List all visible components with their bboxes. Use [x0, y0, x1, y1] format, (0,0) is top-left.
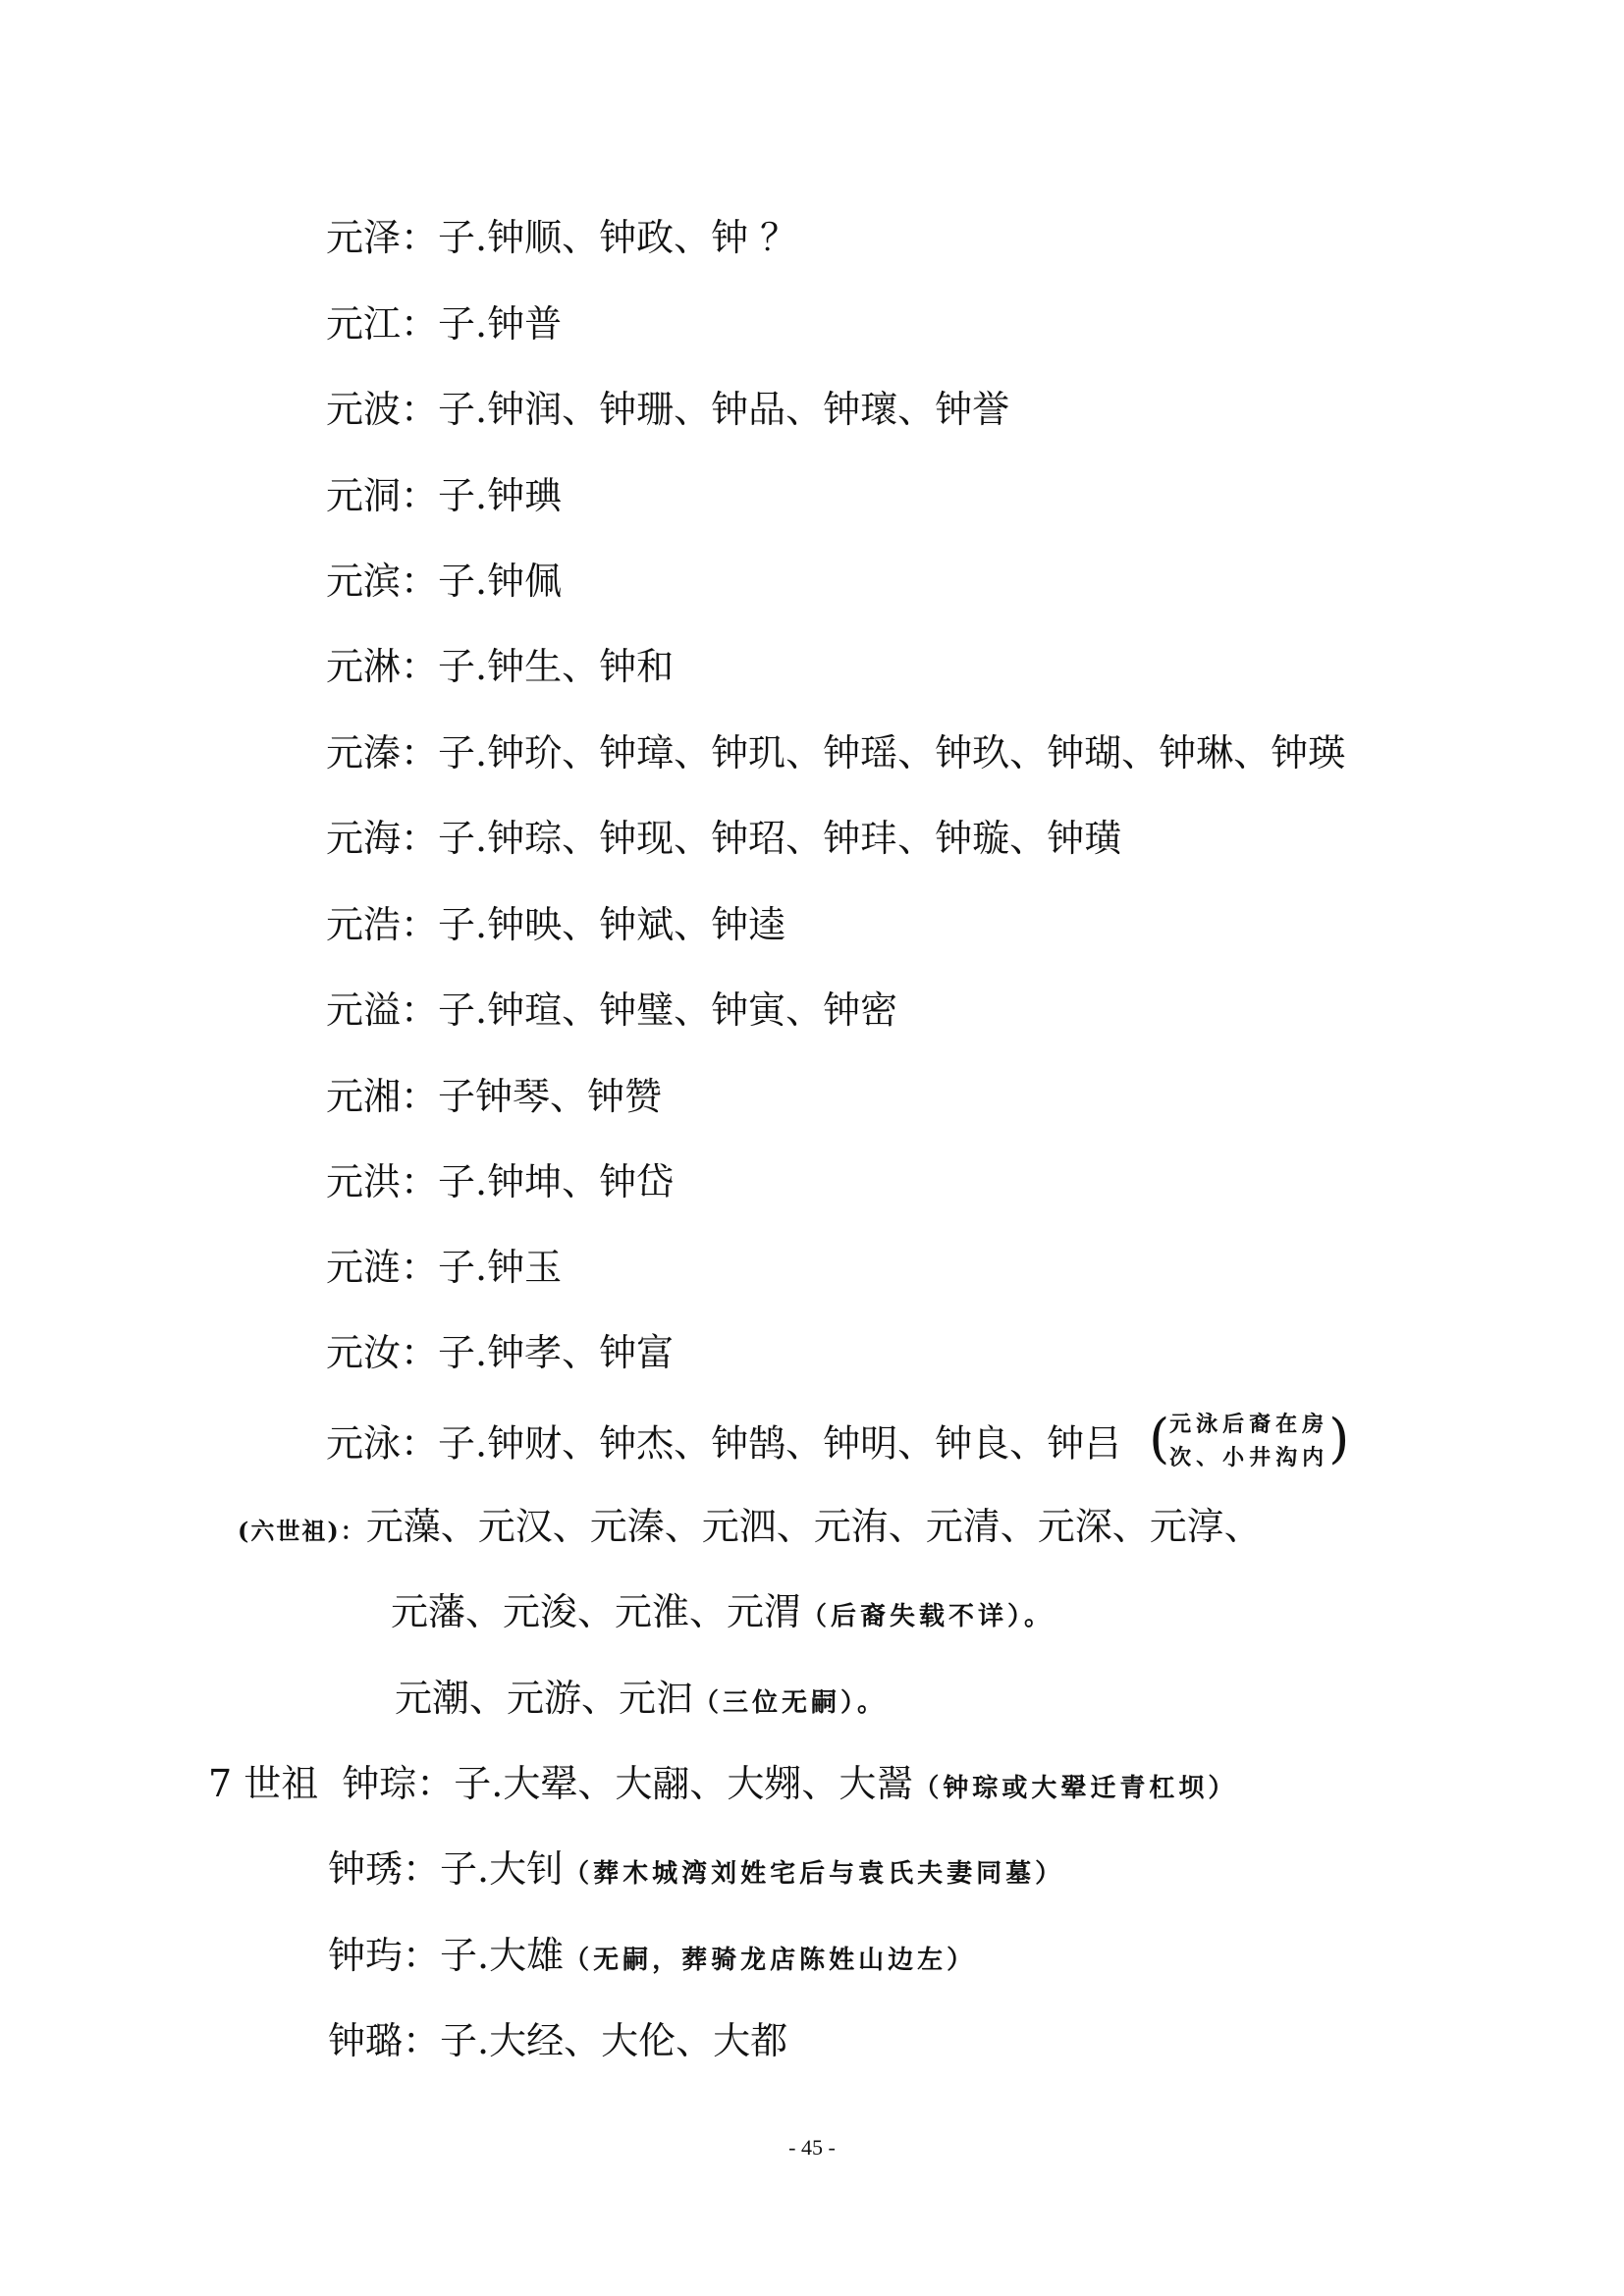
seventh-gen-row-1	[328, 1845, 1064, 1897]
entry-yuanru: 元汝：子.钟孝、钟富	[326, 1331, 675, 1374]
sixth-gen-note-2: （后裔失载不详）。	[801, 1602, 1055, 1631]
open-paren: (	[1149, 1408, 1170, 1469]
seventh-gen-row-2	[328, 1932, 976, 1984]
seventh-gen-row-3	[328, 2017, 787, 2064]
entry-yuanze: 元泽：子.钟顺、钟政、钟 ？	[326, 216, 798, 259]
entry-yuanqin: 元溱：子.钟玠、钟璋、钟玑、钟瑶、钟玖、钟瑚、钟琳、钟瑛	[326, 731, 1346, 774]
entry-yuanyi: 元溢：子.钟瑄、钟璧、钟寅、钟密	[326, 988, 898, 1032]
entry-yuanhong: 元洪：子.钟坤、钟岱	[326, 1160, 675, 1203]
sixth-gen-names-2: 元藩、元浚、元淮、元渭	[391, 1590, 802, 1633]
seventh-gen-text-3: 钟璐：子.大经、大伦、大都	[328, 2019, 788, 2062]
seventh-gen-label: 7 世祖	[208, 1762, 319, 1805]
entry-yuanjiang: 元江：子.钟普	[326, 302, 563, 346]
sixth-gen-line1	[238, 1503, 1262, 1555]
entry-yuanhai: 元海：子.钟琮、钟现、钟玿、钟玤、钟璇、钟璜	[326, 817, 1122, 860]
entry-yuandong: 元洞：子.钟琠	[326, 474, 563, 517]
close-paren: )	[1328, 1408, 1350, 1469]
sixth-gen-names-1: 元藻、元汉、元溱、元泗、元洧、元清、元深、元淳、	[365, 1505, 1262, 1548]
seventh-gen-text-0: 钟琮：子.大翚、大翮、大翙、大翯	[342, 1762, 914, 1805]
yuanyong-note: 元泳后裔在房 次、小井沟内	[1169, 1412, 1329, 1470]
sixth-gen-line3	[395, 1675, 887, 1727]
seventh-gen-note-1: （葬木城湾刘姓宅后与袁氏夫妻同墓）	[564, 1859, 1065, 1889]
entry-yuanhao: 元浩：子.钟映、钟斌、钟逵	[326, 903, 786, 946]
entry-yuanyong	[326, 1408, 1350, 1480]
seventh-gen-text-2: 钟玙：子.大雄	[328, 1934, 565, 1977]
page-number: - 45 -	[788, 2135, 836, 2160]
seventh-gen-row-0	[208, 1760, 1237, 1812]
sixth-gen-names-3: 元潮、元游、元汩	[395, 1677, 694, 1720]
entry-yuanbo: 元波：子.钟润、钟珊、钟品、钟瓌、钟誉	[326, 388, 1010, 431]
sixth-gen-note-3: （三位无嗣）。	[693, 1688, 888, 1718]
entry-yuanyong-text: 元泳：子.钟财、钟杰、钟鹄、钟明、钟良、钟吕	[326, 1421, 1122, 1466]
sixth-gen-prefix: (六世祖)：	[238, 1517, 366, 1545]
seventh-gen-note-2: （无嗣，葬骑龙店陈姓山边左）	[564, 1946, 977, 1975]
sixth-gen-line2	[391, 1588, 1054, 1640]
entry-yuanxiang: 元湘：子钟琴、钟赞	[326, 1075, 663, 1118]
entry-yuanlin: 元淋：子.钟生、钟和	[326, 645, 675, 688]
seventh-gen-text-1: 钟琇：子.大钊	[328, 1847, 565, 1891]
entry-yuanlian: 元涟：子.钟玉	[326, 1246, 563, 1289]
entry-yuanbin: 元滨：子.钟佩	[326, 560, 563, 603]
seventh-gen-note-0: （钟琮或大翚迁青杠坝）	[913, 1774, 1238, 1803]
